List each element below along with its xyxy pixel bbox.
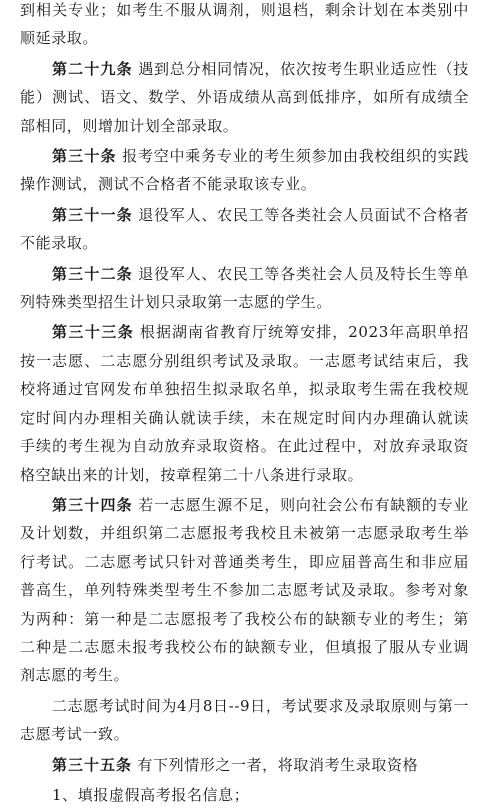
paragraph-text: 遇到总分相同情况，依次按考生职业适应性（技能）测试、语文、数学、外语成绩从高到低排序，如所有成绩全部相同，则增加计划全部录取。 bbox=[20, 59, 469, 135]
paragraph-second-choice-exam bbox=[20, 692, 469, 749]
article-heading: 第二十九条 bbox=[52, 59, 133, 78]
article-heading: 第三十四条 bbox=[52, 495, 133, 514]
paragraph-text: 报考空中乘务专业的考生须参加由我校组织的实践操作测试，测试不合格者不能录取该专业。 bbox=[20, 147, 469, 194]
paragraph-text: 若一志愿生源不足，则向社会公布有缺额的专业及计划数，并组织第二志愿报考我校且未被第一志愿录取考生举行考试。二志愿考试只针对普通类考生，即应届普高生和非应届普高生，单列特殊类型考生不参加二志愿考试及录取。参考对象为两种：第一种是二志愿报考了我校公布的缺额专业的考生；第二种是二志愿未报考我校公布的缺额专业，但填报了服从专业调剂志愿的考生。 bbox=[20, 495, 469, 685]
paragraph-text: 到相关专业；如考生不服从调剂，则退档，剩余计划在本类别中顺延录取。 bbox=[20, 1, 469, 48]
list-item-1 bbox=[20, 781, 469, 809]
article-31 bbox=[20, 201, 469, 258]
article-heading: 第三十三条 bbox=[52, 323, 135, 342]
paragraph-continuation bbox=[20, 0, 469, 53]
paragraph-text: 根据湖南省教育厅统筹安排，2023年高职单招按一志愿、二志愿分别组织考试及录取。一志愿考试结束后，我校将通过官网发布单独招生拟录取名单，拟录取考生需在我校规定时间内办理相关确认就读手续，未在规定时间内办理确认就读手续的考生视为自动放弃录取资格。在此过程中，对放弃录取资格空缺出来的计划，按章程第二十八条进行录取。 bbox=[20, 323, 469, 484]
article-heading: 第三十一条 bbox=[52, 205, 133, 224]
paragraph-text: 1、填报虚假高考报名信息； bbox=[52, 785, 250, 804]
article-32 bbox=[20, 260, 469, 317]
paragraph-text: 退役军人、农民工等各类社会人员及特长生等单列特殊类型招生计划只录取第一志愿的学生。 bbox=[20, 264, 469, 312]
article-30 bbox=[20, 142, 469, 199]
article-heading: 第三十条 bbox=[52, 147, 117, 166]
paragraph-text: 有下列情形之一者，将取消考生录取资格 bbox=[132, 755, 419, 774]
paragraph-text: 退役军人、农民工等各类社会人员面试不合格者不能录取。 bbox=[20, 205, 469, 253]
article-29 bbox=[20, 55, 469, 140]
paragraph-text: 二志愿考试时间为4月8日--9日，考试要求及录取原则与第一志愿考试一致。 bbox=[20, 696, 469, 744]
article-33 bbox=[20, 318, 469, 488]
article-35 bbox=[20, 751, 469, 779]
article-heading: 第三十二条 bbox=[52, 264, 133, 283]
article-34 bbox=[20, 491, 469, 690]
article-heading: 第三十五条 bbox=[52, 755, 133, 774]
